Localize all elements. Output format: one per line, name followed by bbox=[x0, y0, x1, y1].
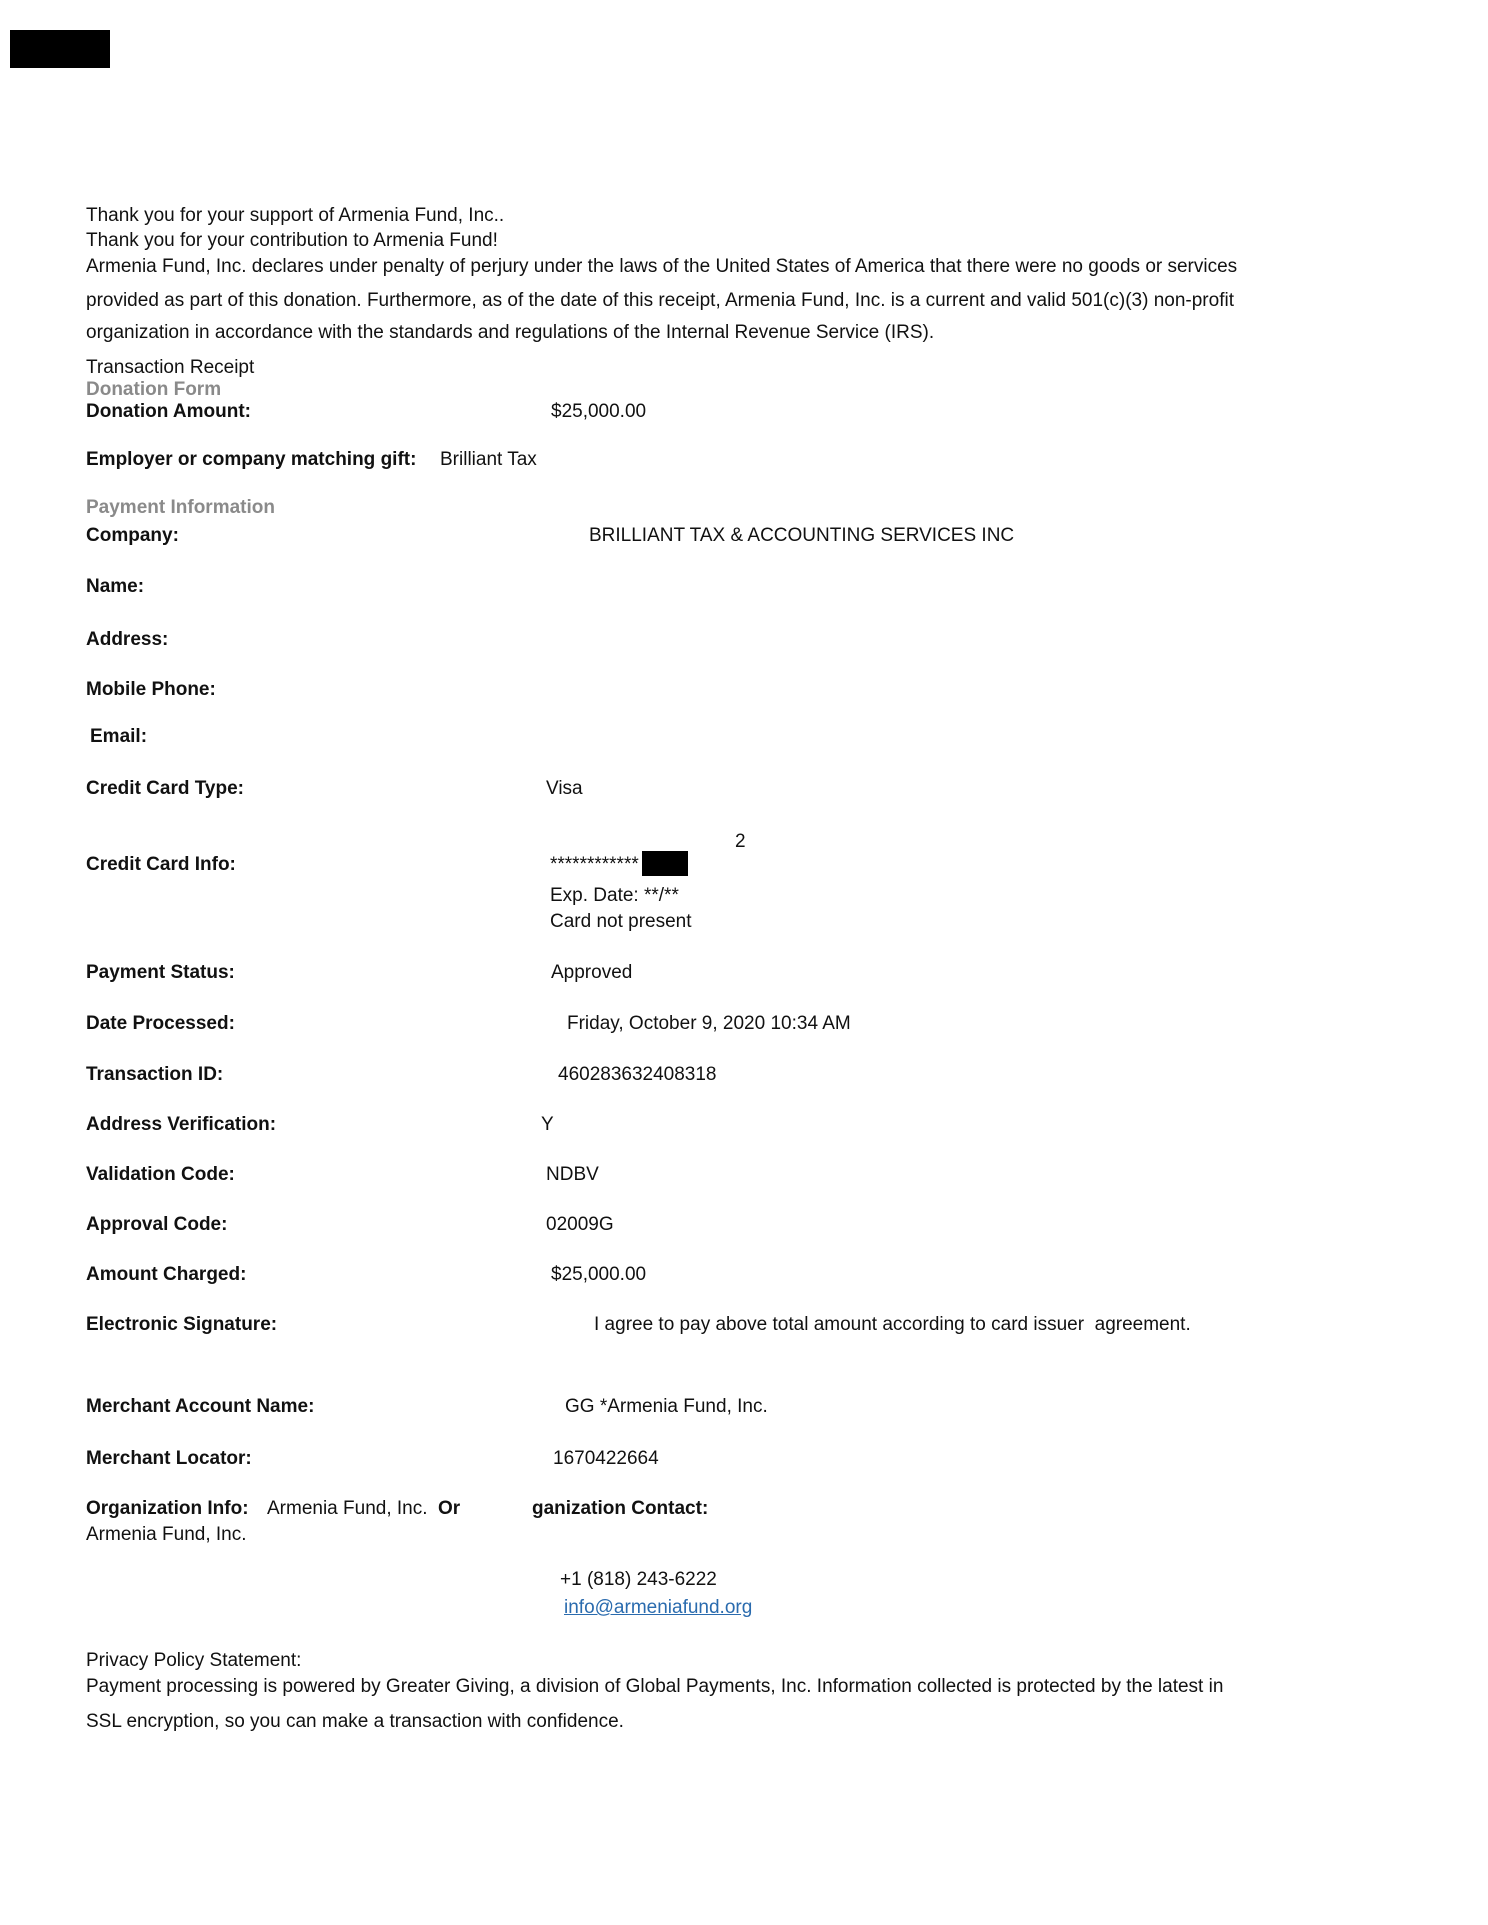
privacy-policy-line-1: Payment processing is powered by Greater Giving, a division of Global Payments, Inc. Information collected is protected by the latest in bbox=[86, 1676, 1224, 1697]
address-verification-value: Y bbox=[541, 1114, 554, 1135]
card-not-present-note: Card not present bbox=[550, 911, 692, 932]
approval-code-label: Approval Code: bbox=[86, 1214, 228, 1235]
payment-status-label: Payment Status: bbox=[86, 962, 235, 983]
page-title: Transaction Receipt bbox=[86, 357, 255, 378]
privacy-policy-header: Privacy Policy Statement: bbox=[86, 1650, 302, 1671]
address-label: Address: bbox=[86, 629, 169, 650]
approval-code-value: 02009G bbox=[546, 1214, 614, 1235]
credit-card-info-label: Credit Card Info: bbox=[86, 854, 236, 875]
organization-name-line: Armenia Fund, Inc. bbox=[86, 1524, 247, 1545]
thank-you-line-2: Thank you for your contribution to Armenia Fund! bbox=[86, 230, 498, 251]
company-value: BRILLIANT TAX & ACCOUNTING SERVICES INC bbox=[589, 525, 1015, 546]
company-label: Company: bbox=[86, 525, 179, 546]
validation-code-label: Validation Code: bbox=[86, 1164, 235, 1185]
merchant-locator-value: 1670422664 bbox=[553, 1448, 659, 1469]
declaration-line-3: organization in accordance with the standards and regulations of the Internal Revenue Service (IRS). bbox=[86, 322, 935, 343]
redaction-box-card-number bbox=[642, 851, 688, 876]
organization-contact-label: ganization Contact: bbox=[532, 1498, 709, 1519]
credit-card-masked-number: ************ bbox=[550, 854, 639, 875]
declaration-line-1: Armenia Fund, Inc. declares under penalty of perjury under the laws of the United States of America that there were no goods or services bbox=[86, 256, 1238, 277]
thank-you-line-1: Thank you for your support of Armenia Fund, Inc.. bbox=[86, 205, 505, 226]
page-number-digit: 2 bbox=[735, 831, 746, 852]
electronic-signature-label: Electronic Signature: bbox=[86, 1314, 278, 1335]
merchant-account-name-label: Merchant Account Name: bbox=[86, 1396, 315, 1417]
declaration-line-2: provided as part of this donation. Furthermore, as of the date of this receipt, Armenia Fund, Inc. is a current and valid 501(c)(3) non-profit bbox=[86, 290, 1234, 311]
organization-info-value: Armenia Fund, Inc. bbox=[267, 1498, 428, 1519]
donation-amount-value: $25,000.00 bbox=[551, 401, 647, 422]
donation-amount-label: Donation Amount: bbox=[86, 401, 251, 422]
redaction-box-header bbox=[10, 30, 110, 68]
payment-status-value: Approved bbox=[551, 962, 633, 983]
organization-info-label: Organization Info: bbox=[86, 1498, 249, 1519]
employer-matching-label: Employer or company matching gift: bbox=[86, 449, 417, 470]
transaction-id-label: Transaction ID: bbox=[86, 1064, 224, 1085]
date-processed-value: Friday, October 9, 2020 10:34 AM bbox=[567, 1013, 851, 1034]
email-label: Email: bbox=[90, 726, 148, 747]
payment-information-header: Payment Information bbox=[86, 497, 275, 518]
credit-card-type-value: Visa bbox=[546, 778, 583, 799]
employer-matching-value: Brilliant Tax bbox=[440, 449, 537, 470]
electronic-signature-value: I agree to pay above total amount according to card issuer agreement. bbox=[594, 1314, 1191, 1335]
address-verification-label: Address Verification: bbox=[86, 1114, 277, 1135]
privacy-policy-line-2: SSL encryption, so you can make a transaction with confidence. bbox=[86, 1711, 624, 1732]
merchant-locator-label: Merchant Locator: bbox=[86, 1448, 252, 1469]
merchant-account-name-value: GG *Armenia Fund, Inc. bbox=[565, 1396, 768, 1417]
form-name-header: Donation Form bbox=[86, 379, 222, 400]
name-label: Name: bbox=[86, 576, 145, 597]
amount-charged-label: Amount Charged: bbox=[86, 1264, 247, 1285]
credit-card-exp-date: Exp. Date: **/** bbox=[550, 885, 679, 906]
validation-code-value: NDBV bbox=[546, 1164, 599, 1185]
contact-phone: +1 (818) 243-6222 bbox=[560, 1569, 717, 1590]
credit-card-type-label: Credit Card Type: bbox=[86, 778, 245, 799]
date-processed-label: Date Processed: bbox=[86, 1013, 235, 1034]
transaction-id-value: 460283632408318 bbox=[558, 1064, 717, 1085]
amount-charged-value: $25,000.00 bbox=[551, 1264, 647, 1285]
mobile-phone-label: Mobile Phone: bbox=[86, 679, 216, 700]
organization-or-fragment: Or bbox=[438, 1498, 461, 1519]
contact-email-link[interactable]: info@armeniafund.org bbox=[564, 1597, 753, 1618]
